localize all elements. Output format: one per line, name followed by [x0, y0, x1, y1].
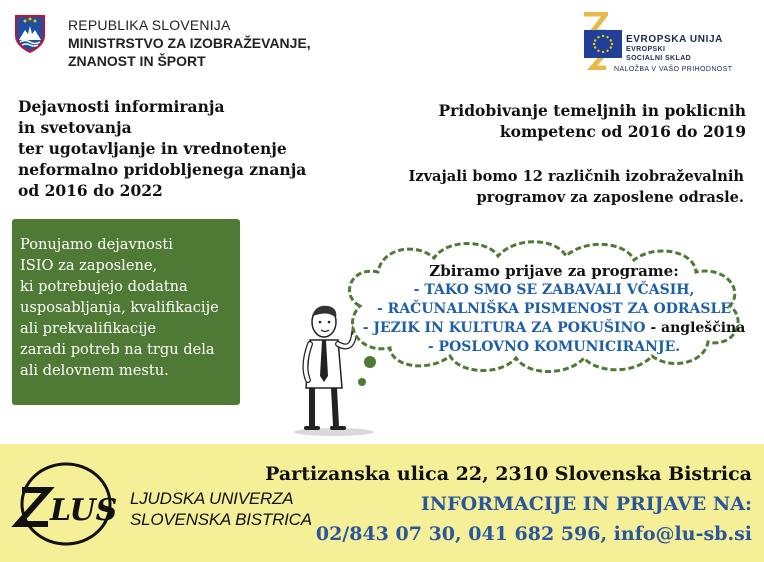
program-item: - POSLOVNO KOMUNICIRANJE.: [427, 339, 681, 355]
program-item: [362, 319, 746, 338]
lu-name-line-1: LJUDSKA UNIVERZA: [130, 489, 294, 508]
ministry-line-2: MINISTRSTVO ZA IZOBRAŽEVANJE,: [68, 35, 311, 51]
lu-name: [130, 488, 312, 530]
eu-label: [614, 34, 733, 73]
isio-heading-line: od 2016 do 2022: [18, 181, 163, 200]
programs-list: [362, 262, 746, 357]
ministry-name: [68, 16, 311, 70]
offer-line: ali delovnem mestu.: [20, 362, 169, 379]
program-item-name: - JEZIK IN KULTURA ZA POKUŠINO: [362, 320, 646, 336]
contacts: 02/843 07 30, 041 682 596, info@lu-sb.si: [315, 523, 752, 545]
ministry-line-3: ZNANOST IN ŠPORT: [68, 53, 206, 69]
slovenia-coat-of-arms-icon: [14, 14, 46, 54]
info-label: INFORMACIJE IN PRIJAVE NA:: [420, 493, 752, 515]
program-item: - RAČUNALNIŠKA PISMENOST ZA ODRASLE: [377, 301, 731, 317]
eu-line-1: EVROPSKA UNIJA: [626, 34, 723, 45]
lu-logo-icon: [8, 458, 126, 548]
offer-line: Ponujamo dejavnosti: [20, 236, 173, 253]
program-item: - TAKO SMO SE ZABAVALI VČASIH,: [413, 282, 695, 298]
isio-heading-line: neformalno pridobljenega znanja: [18, 160, 307, 179]
lu-name-line-2: SLOVENSKA BISTRICA: [130, 510, 312, 529]
offer-line: ISIO za zaposlene,: [20, 257, 158, 274]
address: Partizanska ulica 22, 2310 Slovenska Bistrica: [265, 463, 752, 485]
program-item-language: - angleščina: [645, 320, 746, 336]
eu-line-4: NALOŽBA V VAŠO PRIHODNOST: [614, 66, 733, 73]
ministry-line-1: REPUBLIKA SLOVENIJA: [68, 17, 231, 33]
eu-flag-icon: [584, 30, 622, 58]
isio-heading: [18, 96, 318, 201]
isio-heading-line: ter ugotavljanje in vrednotenje: [18, 139, 287, 158]
offer-line: usposabljanja, kvalifikacije: [20, 299, 219, 316]
competences-heading: [438, 100, 746, 142]
isio-heading-line: Dejavnosti informiranja: [18, 97, 225, 116]
programs-subheading: [408, 166, 744, 208]
competences-heading-line-2: kompetenc od 2016 do 2019: [499, 122, 746, 141]
eu-line-3: SOCIALNI SKLAD: [626, 55, 692, 62]
isio-heading-line: in svetovanja: [18, 118, 132, 137]
programs-subheading-line-2: programov za zaposlene odrasle.: [476, 189, 744, 206]
isio-offer-text: [20, 234, 240, 381]
lu-logo-letters: LUS: [50, 493, 118, 528]
competences-heading-line-1: Pridobivanje temeljnih in poklicnih: [438, 101, 746, 120]
eu-line-2: EVROPSKI: [626, 46, 666, 53]
offer-line: ali prekvalifikacije: [20, 320, 157, 337]
programs-subheading-line-1: Izvajali bomo 12 različnih izobraževalnih: [408, 168, 744, 185]
offer-line: ki potrebujejo dodatna: [20, 278, 188, 295]
offer-line: zaradi potreb na trgu dela: [20, 341, 215, 358]
programs-title: Zbiramo prijave za programe:: [429, 262, 679, 280]
